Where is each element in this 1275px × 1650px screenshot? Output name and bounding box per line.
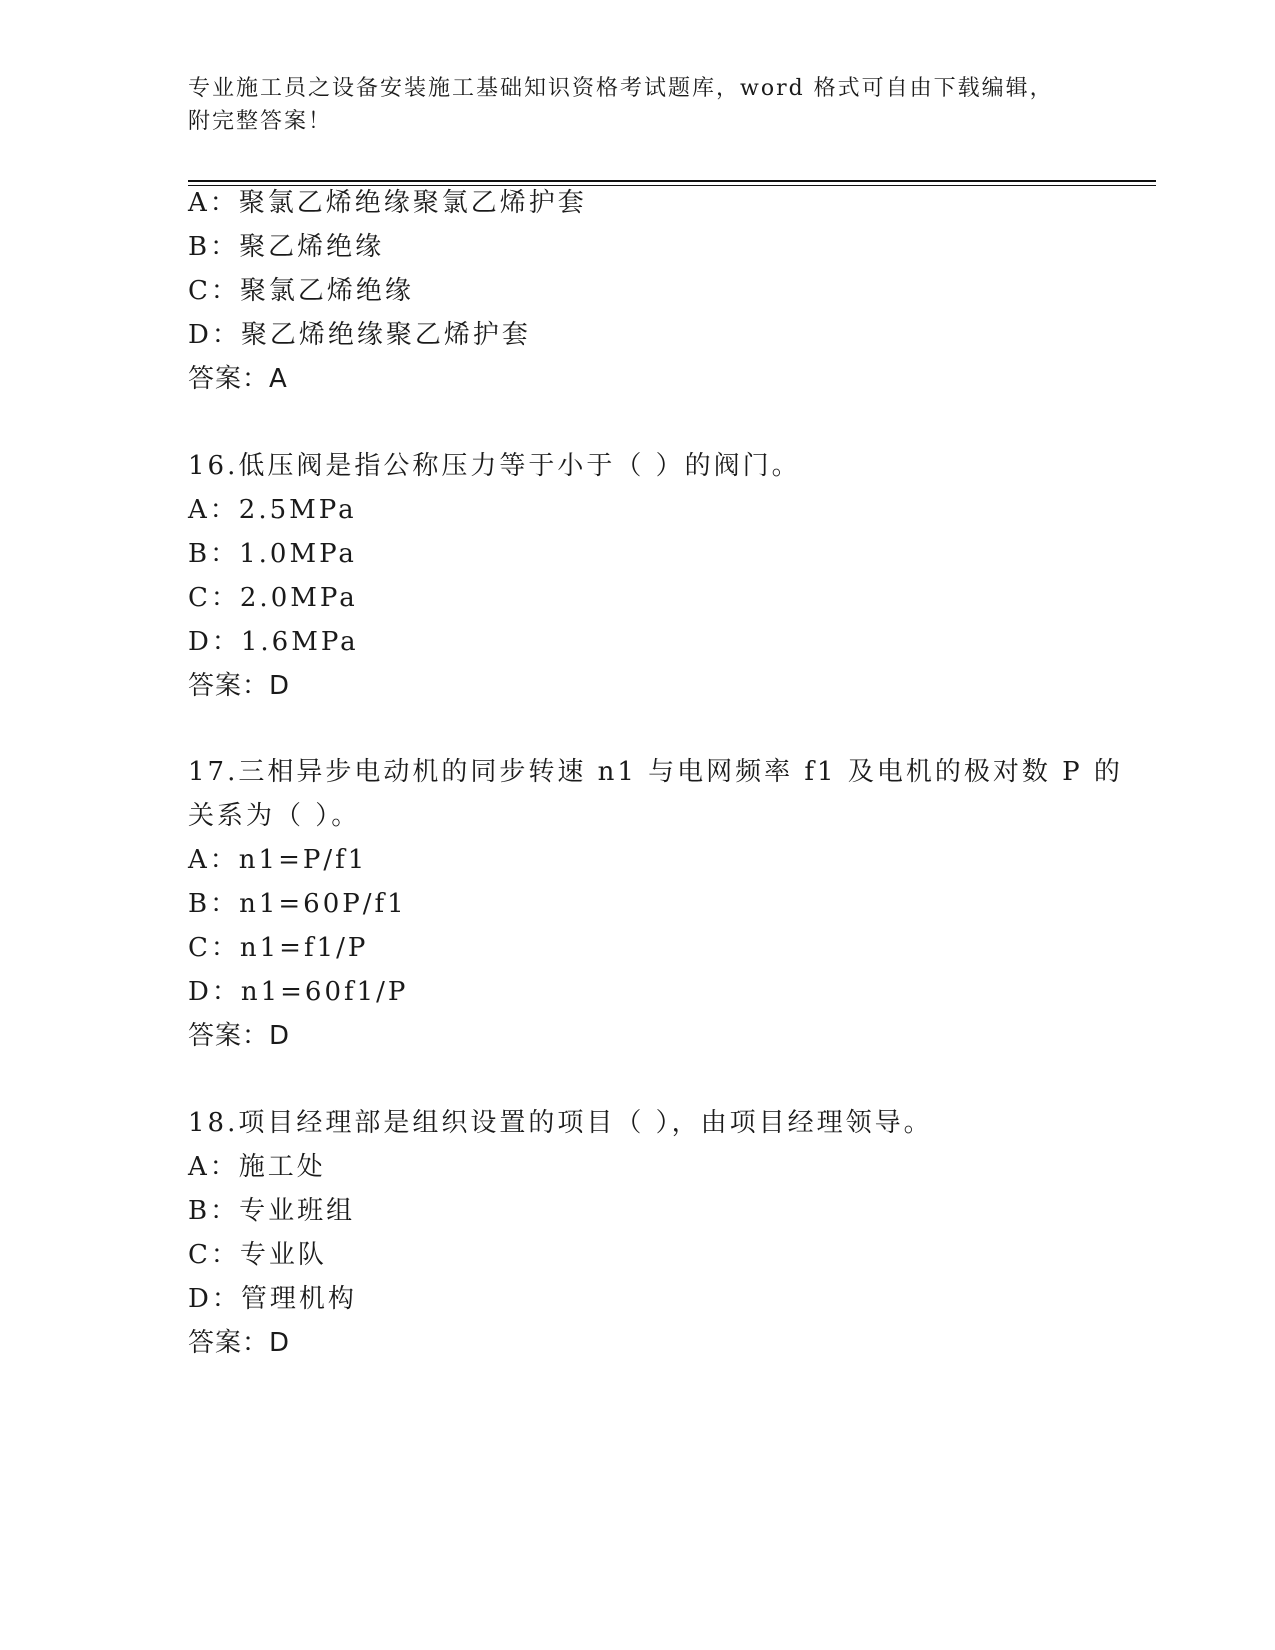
q16-option-b: B：1.0MPa (188, 539, 357, 569)
q18-stem: 18.项目经理部是组织设置的项目（ ），由项目经理领导。 (188, 1108, 933, 1138)
q16-stem: 16.低压阀是指公称压力等于小于（ ）的阀门。 (188, 451, 801, 481)
header-line-2: 附完整答案！ (188, 109, 333, 134)
q17-option-d: D：n1=60f1/P (188, 977, 409, 1007)
q18-option-b: B：专业班组 (188, 1196, 356, 1226)
q15-option-c: C：聚氯乙烯绝缘 (188, 276, 414, 306)
q16-option-a: A：2.5MPa (188, 495, 357, 525)
q18-option-d: D：管理机构 (188, 1284, 357, 1314)
q15-option-b: B：聚乙烯绝缘 (188, 232, 385, 262)
q17-option-b: B：n1=60P/f1 (188, 889, 407, 919)
q18-answer: 答案：D (188, 1328, 291, 1358)
q18-option-a: A：施工处 (188, 1152, 326, 1182)
q17-stem-line-2: 关系为（ ）。 (188, 801, 361, 831)
q16-option-c: C：2.0MPa (188, 583, 358, 613)
q16-answer: 答案：D (188, 671, 291, 701)
q16-option-d: D：1.6MPa (188, 627, 359, 657)
header-line-1: 专业施工员之设备安装施工基础知识资格考试题库，word 格式可自由下载编辑， (188, 76, 1054, 101)
q17-option-c: C：n1=f1/P (188, 933, 369, 963)
q17-stem-line-1: 17.三相异步电动机的同步转速 n1 与电网频率 f1 及电机的极对数 P 的 (188, 757, 1123, 787)
header-divider-thick (188, 180, 1156, 182)
q15-option-a: A：聚氯乙烯绝缘聚氯乙烯护套 (188, 188, 587, 218)
document-header (188, 72, 1088, 138)
q15-answer: 答案：A (188, 364, 288, 394)
q17-option-a: A：n1=P/f1 (188, 845, 368, 875)
q17-answer: 答案：D (188, 1021, 291, 1051)
q15-option-d: D：聚乙烯绝缘聚乙烯护套 (188, 320, 531, 350)
q18-option-c: C：专业队 (188, 1240, 327, 1270)
